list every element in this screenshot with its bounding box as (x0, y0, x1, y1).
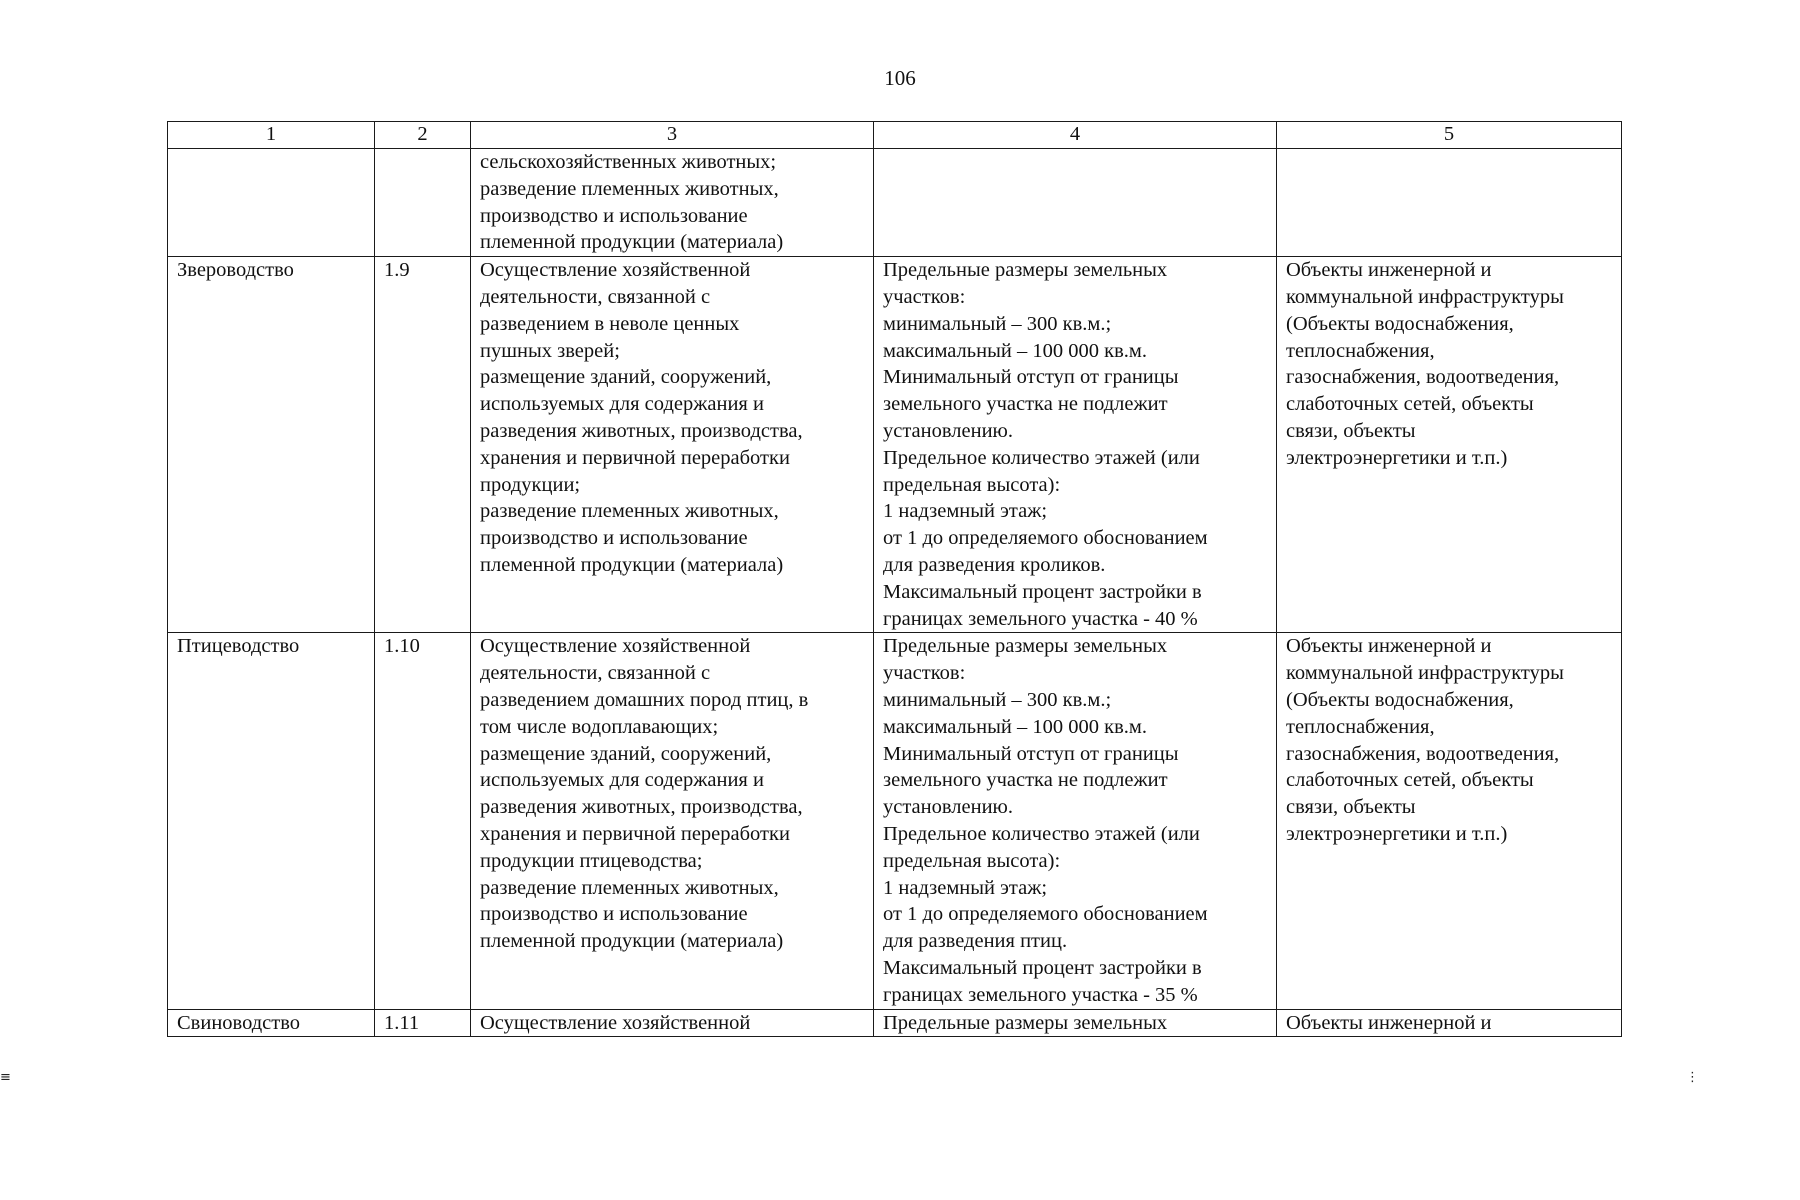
table-row-fur-farming (168, 257, 1622, 633)
text-line: 1 надземный этаж; (883, 876, 1048, 899)
text-line: разведением домашних пород птиц, в (480, 688, 809, 711)
text-line: от 1 до определяемого обоснованием (883, 903, 1208, 926)
cont-cell-3 (471, 149, 874, 257)
activity-code (375, 1009, 471, 1037)
activity-description (471, 633, 874, 1009)
text-line: границах земельного участка - 35 % (883, 983, 1198, 1006)
text-line: электроэнергетики и т.п.) (1286, 446, 1508, 469)
text-line: используемых для содержания и (480, 393, 764, 416)
text-line: установлению. (883, 419, 1013, 442)
text-line: разведения животных, производства, (480, 419, 803, 442)
text-line: Предельное количество этажей (или (883, 822, 1200, 845)
text-line: слаботочных сетей, объекты (1286, 393, 1534, 416)
header-row (168, 122, 1622, 149)
text-line: используемых для содержания и (480, 769, 764, 792)
activity-name (168, 1009, 375, 1037)
activity-name (168, 633, 375, 1009)
activity-parameters (874, 633, 1277, 1009)
text-line: разведения животных, производства, (480, 796, 803, 819)
text-line: Максимальный процент застройки в (883, 956, 1202, 979)
text-line: участков: (883, 285, 966, 308)
scan-edge-mark-right: ⋮ (1686, 1070, 1699, 1085)
text-line: разведение племенных животных, (480, 500, 779, 523)
text-line: максимальный – 100 000 кв.м. (883, 715, 1147, 738)
text-line: Предельные размеры земельных (883, 635, 1168, 658)
text-line: деятельности, связанной с (480, 662, 711, 685)
activity-auxiliary (1277, 1009, 1622, 1037)
text-line: участков: (883, 662, 966, 685)
activity-description (471, 257, 874, 633)
text-line: теплоснабжения, (1286, 715, 1435, 738)
text-line: племенной продукции (материала) (480, 231, 784, 254)
text-line: Минимальный отступ от границы (883, 366, 1179, 389)
text-line: размещение зданий, сооружений, (480, 742, 772, 765)
text-line: газоснабжения, водоотведения, (1286, 366, 1560, 389)
text-line: племенной продукции (материала) (480, 553, 784, 576)
text-line: (Объекты водоснабжения, (1286, 688, 1514, 711)
text-line: производство и использование (480, 204, 748, 227)
cont-cell-2 (375, 149, 471, 257)
text-line: Объекты инженерной и (1286, 1011, 1492, 1034)
cont-cell-4 (874, 149, 1277, 257)
text-line: предельная высота): (883, 473, 1061, 496)
text-line: Свиноводство (177, 1011, 301, 1034)
text-line: Объекты инженерной и (1286, 635, 1492, 658)
text-line: Объекты инженерной и (1286, 259, 1492, 282)
text-line: хранения и первичной переработки (480, 822, 790, 845)
activity-code (375, 257, 471, 633)
table-row-pig-farming (168, 1009, 1622, 1037)
text-line: Звероводство (177, 259, 294, 282)
activity-auxiliary (1277, 633, 1622, 1009)
text-line: от 1 до определяемого обоснованием (883, 527, 1208, 550)
text-line: слаботочных сетей, объекты (1286, 769, 1534, 792)
text-line: пушных зверей; (480, 339, 620, 362)
header-col-3: 3 (471, 122, 874, 149)
text-line: производство и использование (480, 903, 748, 926)
text-line: связи, объекты (1286, 796, 1416, 819)
text-line: коммунальной инфраструктуры (1286, 285, 1564, 308)
activity-name (168, 257, 375, 633)
text-line: 1 надземный этаж; (883, 500, 1048, 523)
zoning-table (167, 121, 1622, 1037)
text-line: Осуществление хозяйственной (480, 635, 751, 658)
text-line: земельного участка не подлежит (883, 769, 1168, 792)
header-col-1: 1 (168, 122, 375, 149)
cont-cell-1 (168, 149, 375, 257)
activity-auxiliary (1277, 257, 1622, 633)
text-line: племенной продукции (материала) (480, 930, 784, 953)
text-line: том числе водоплавающих; (480, 715, 719, 738)
text-line: 1.9 (384, 259, 410, 282)
text-line: продукции птицеводства; (480, 849, 703, 872)
text-line: максимальный – 100 000 кв.м. (883, 339, 1147, 362)
activity-parameters (874, 257, 1277, 633)
text-line: для разведения кроликов. (883, 553, 1106, 576)
text-line: деятельности, связанной с (480, 285, 711, 308)
text-line: разведение племенных животных, (480, 876, 779, 899)
text-line: земельного участка не подлежит (883, 393, 1168, 416)
text-line: разведение племенных животных, (480, 177, 779, 200)
text-line: Осуществление хозяйственной (480, 259, 751, 282)
continuation-row (168, 149, 1622, 257)
cont-cell-5 (1277, 149, 1622, 257)
text-line: Осуществление хозяйственной (480, 1011, 751, 1034)
text-line: Птицеводство (177, 635, 300, 658)
text-line: производство и использование (480, 527, 748, 550)
activity-description (471, 1009, 874, 1037)
activity-code (375, 633, 471, 1009)
activity-parameters (874, 1009, 1277, 1037)
text-line: минимальный – 300 кв.м.; (883, 688, 1112, 711)
text-line: Минимальный отступ от границы (883, 742, 1179, 765)
page-number: 106 (884, 66, 916, 90)
text-line: 1.10 (384, 635, 420, 658)
text-line: Максимальный процент застройки в (883, 580, 1202, 603)
text-line: Предельные размеры земельных (883, 1011, 1168, 1034)
text-line: для разведения птиц. (883, 930, 1068, 953)
header-col-4: 4 (874, 122, 1277, 149)
text-line: (Объекты водоснабжения, (1286, 312, 1514, 335)
text-line: размещение зданий, сооружений, (480, 366, 772, 389)
text-line: Предельное количество этажей (или (883, 446, 1200, 469)
text-line: границах земельного участка - 40 % (883, 607, 1198, 630)
text-line: теплоснабжения, (1286, 339, 1435, 362)
header-col-2: 2 (375, 122, 471, 149)
text-line: коммунальной инфраструктуры (1286, 662, 1564, 685)
text-line: разведением в неволе ценных (480, 312, 740, 335)
table-row-poultry (168, 633, 1622, 1009)
text-line: электроэнергетики и т.п.) (1286, 822, 1508, 845)
text-line: газоснабжения, водоотведения, (1286, 742, 1560, 765)
text-line: сельскохозяйственных животных; (480, 151, 777, 173)
scan-edge-mark-left: ≡ (0, 1070, 11, 1085)
text-line: продукции; (480, 473, 581, 496)
header-col-5: 5 (1277, 122, 1622, 149)
text-line: хранения и первичной переработки (480, 446, 790, 469)
text-line: Предельные размеры земельных (883, 259, 1168, 282)
text-line: предельная высота): (883, 849, 1061, 872)
text-line: минимальный – 300 кв.м.; (883, 312, 1112, 335)
text-line: 1.11 (384, 1011, 420, 1034)
text-line: установлению. (883, 796, 1013, 819)
text-line: связи, объекты (1286, 419, 1416, 442)
